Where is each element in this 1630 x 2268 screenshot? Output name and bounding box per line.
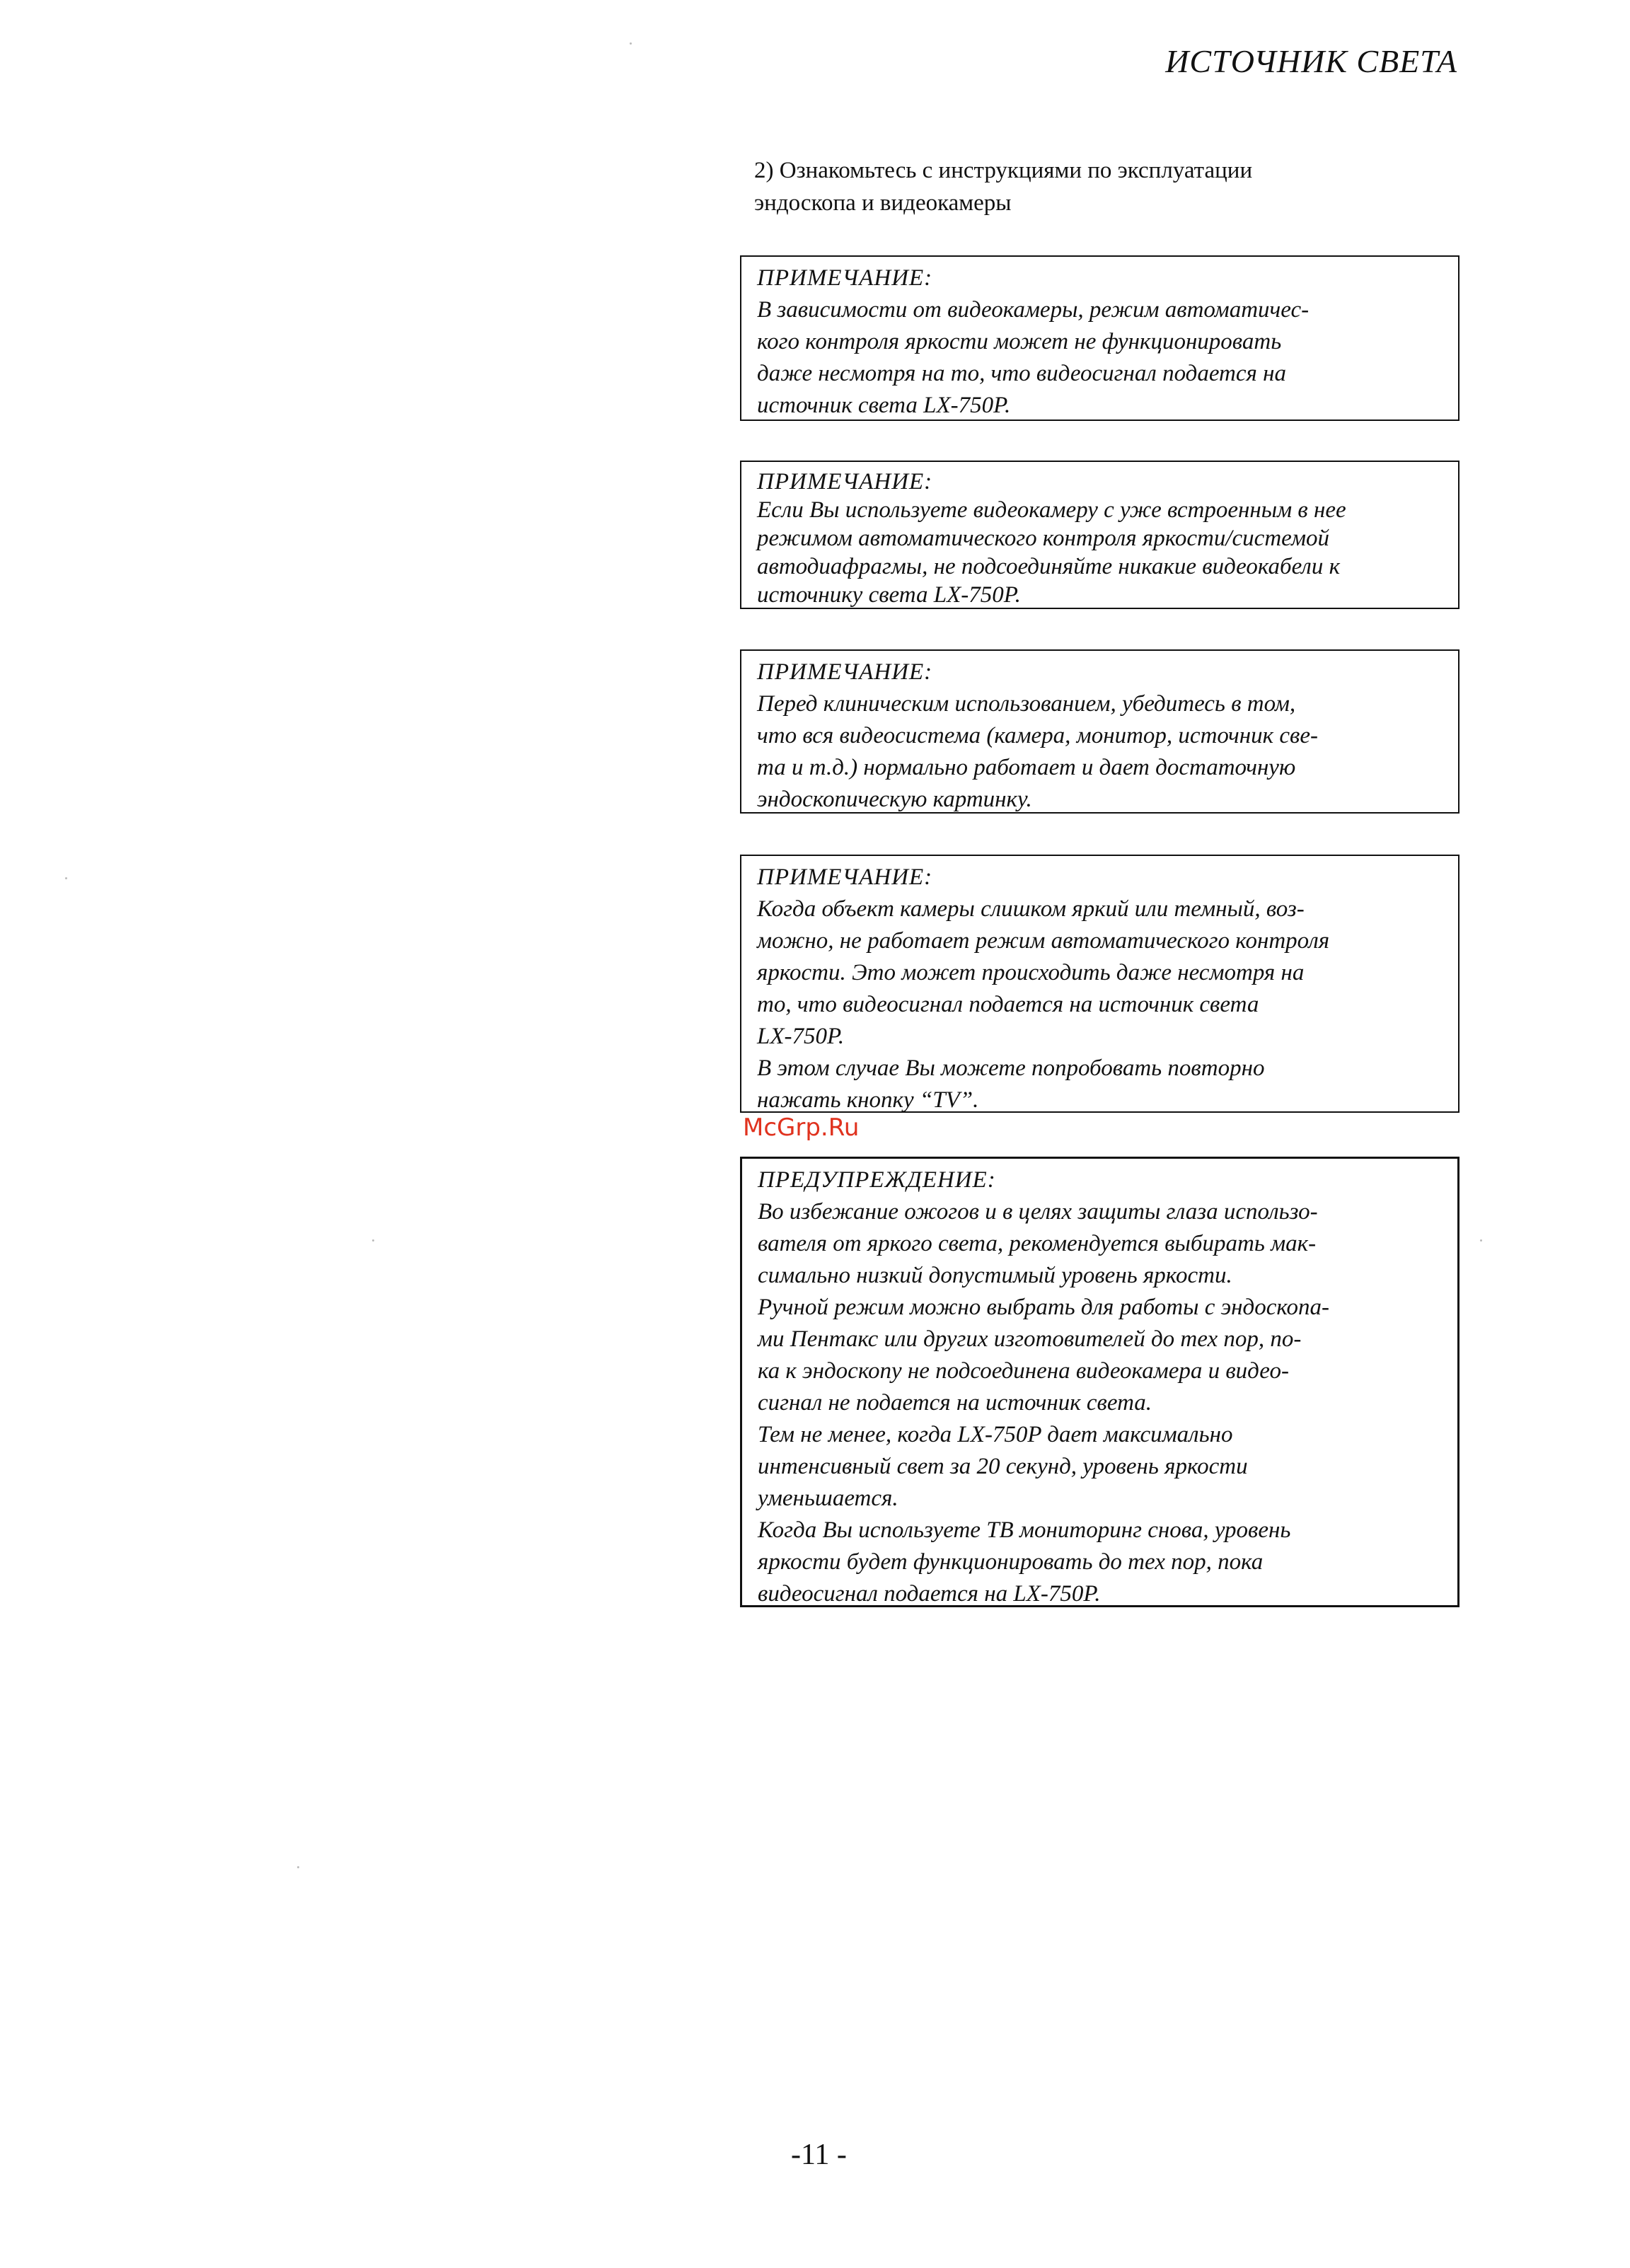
warning-line: интенсивный свет за 20 секунд, уровень яркости: [758, 1454, 1248, 1479]
note-line: источнику света LX-750P.: [757, 582, 1021, 608]
warning-line: видеосигнал подается на LX-750P.: [758, 1581, 1101, 1607]
warning-line: вателя от яркого света, рекомендуется выбирать мак-: [758, 1231, 1317, 1256]
scan-speck: [65, 877, 67, 879]
note-line: режимом автоматического контроля яркости/системой: [757, 526, 1330, 551]
warning-line: уменьшается.: [758, 1486, 898, 1511]
intro-paragraph: [754, 154, 1462, 219]
note-box-1: [740, 255, 1460, 421]
warning-line: Когда Вы используете ТВ мониторинг снова, уровень: [758, 1517, 1291, 1543]
note-heading: ПРИМЕЧАНИЕ:: [757, 659, 933, 685]
note-line: кого контроля яркости может не функционировать: [757, 329, 1282, 354]
note-line: В зависимости от видеокамеры, режим автоматичес-: [757, 297, 1310, 323]
note-line: то, что видеосигнал подается на источник света: [757, 992, 1259, 1017]
scan-speck: [630, 42, 632, 45]
page-number: -11 -: [791, 2139, 847, 2171]
intro-line: 2) Ознакомьтесь с инструкциями по эксплуатации: [754, 158, 1253, 183]
warning-line: яркости будет функционировать до тех пор, пока: [758, 1549, 1264, 1575]
note-line: даже несмотря на то, что видеосигнал подается на: [757, 361, 1286, 386]
warning-line: Во избежание ожогов и в целях защиты глаза использо-: [758, 1199, 1318, 1225]
note-box-2: [740, 461, 1460, 609]
scan-speck: [1480, 1239, 1482, 1242]
warning-line: ка к эндоскопу не подсоединена видеокамера и видео-: [758, 1358, 1289, 1384]
warning-line: Ручной режим можно выбрать для работы с эндоскопа-: [758, 1295, 1330, 1320]
note-line: Если Вы используете видеокамеру с уже встроенным в нее: [757, 497, 1346, 523]
page-header-title: ИСТОЧНИК СВЕТА: [1165, 43, 1457, 79]
note-line: автодиафрагмы, не подсоединяйте никакие видеокабели к: [757, 554, 1341, 579]
note-line: Перед клиническим использованием, убедитесь в том,: [757, 691, 1296, 717]
warning-line: сигнал не подается на источник света.: [758, 1390, 1152, 1416]
note-line: В этом случае Вы можете попробовать повторно: [757, 1055, 1265, 1081]
note-line: нажать кнопку “TV”.: [757, 1087, 979, 1113]
note-heading: ПРИМЕЧАНИЕ:: [757, 265, 933, 291]
note-line: та и т.д.) нормально работает и дает достаточную: [757, 755, 1296, 780]
watermark-link[interactable]: McGrp.Ru: [743, 1113, 860, 1142]
warning-line: ми Пентакс или других изготовителей до тех пор, по-: [758, 1326, 1302, 1352]
scan-speck: [297, 1866, 299, 1868]
note-line: LX-750P.: [757, 1024, 845, 1049]
note-line: что вся видеосистема (камера, монитор, источник све-: [757, 723, 1318, 748]
warning-line: Тем не менее, когда LX-750P дает максимально: [758, 1422, 1233, 1447]
scan-speck: [372, 1239, 374, 1242]
note-box-3: [740, 649, 1460, 814]
note-heading: ПРИМЕЧАНИЕ:: [757, 469, 933, 494]
note-line: источник света LX-750P.: [757, 393, 1011, 418]
intro-line: эндоскопа и видеокамеры: [754, 190, 1012, 216]
warning-heading: ПРЕДУПРЕЖДЕНИЕ:: [758, 1167, 996, 1193]
note-line: яркости. Это может происходить даже несмотря на: [757, 960, 1305, 985]
note-line: Когда объект камеры слишком яркий или темный, воз-: [757, 896, 1305, 922]
note-heading: ПРИМЕЧАНИЕ:: [757, 864, 933, 890]
warning-box: [740, 1157, 1460, 1607]
note-line: эндоскопическую картинку.: [757, 787, 1032, 812]
note-line: можно, не работает режим автоматического контроля: [757, 928, 1330, 954]
note-box-4: [740, 855, 1460, 1113]
warning-line: симально низкий допустимый уровень яркости.: [758, 1263, 1232, 1288]
